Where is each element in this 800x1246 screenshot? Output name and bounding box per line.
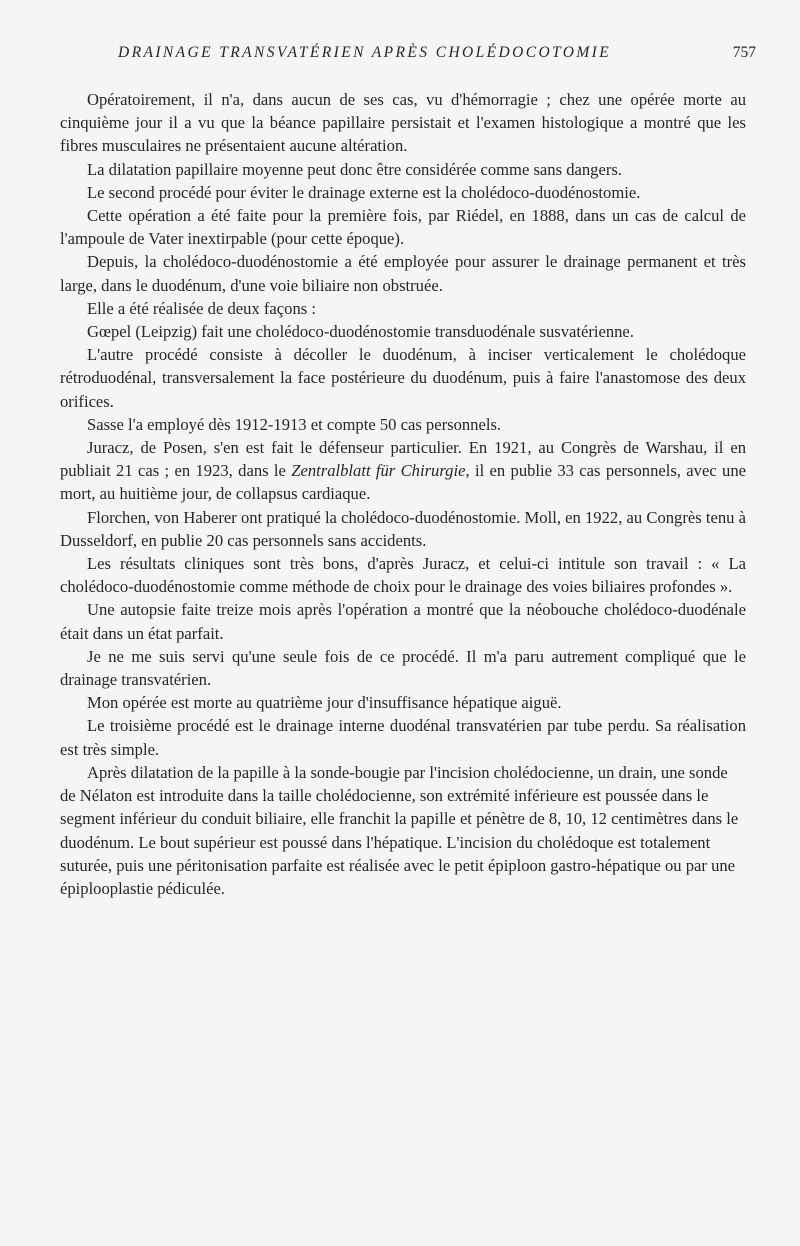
paragraph: Sasse l'a employé dès 1912-1913 et compte 50 cas personnels. (87, 414, 502, 434)
paragraph: Le troisième procédé est le drainage interne duodénal transvatérien par tube perdu. Sa réalisation est très simple. (60, 716, 746, 759)
paragraph-text: , il en publie 33 cas personnels, avec une mort, au huitième jour, de collapsus cardiaque. (60, 461, 747, 504)
paragraph: Opératoirement, il n'a, dans aucun de ses cas, vu d'hémorragie ; chez une opérée morte au cinquième jour il a vu que la béance papillaire persistait et l'examen histologique a montré que les fibres musculaires ne présentaient aucune altération. (60, 90, 746, 156)
running-title: DRAINAGE TRANSVATÉRIEN APRÈS CHOLÉDOCOTOMIE (118, 44, 612, 61)
paragraph: Depuis, la cholédoco-duodénostomie a été employée pour assurer le drainage permanent et très large, dans le duodénum, d'une voie biliaire non obstruée. (60, 252, 746, 295)
paragraph: Florchen, von Haberer ont pratiqué la cholédoco-duodénostomie. Moll, en 1922, au Congrès tenu à Dusseldorf, en publie 20 cas personnels sans accidents. (60, 507, 746, 550)
running-head (60, 44, 756, 68)
body-text (60, 88, 746, 900)
paragraph: La dilatation papillaire moyenne peut donc être considérée comme sans dangers. (87, 159, 622, 179)
page-number: 757 (732, 44, 756, 61)
paragraph: Je ne me suis servi qu'une seule fois de ce procédé. Il m'a paru autrement compliqué que le drainage transvatérien. (60, 646, 746, 690)
paragraph: Après dilatation de la papille à la sonde-bougie par l'incision cholédocienne, un drain, une sonde de Nélaton est introduite dans la taille cholédocienne, son extrémité inférieure est poussée dans le segment inférieur du conduit biliaire, elle franchit la papille et pénètre de 8, 10, 12 centimètres dans le duodénum. Le bout supérieur est poussé dans l'hépatique. L'incision du cholédoque est totalement suturée, puis une péritonisation parfaite est réalisée avec le petit épiploon gastro-hépatique ou par une épiplooplastie pédiculée. (60, 762, 739, 898)
paragraph: Gœpel (Leipzig) fait une cholédoco-duodénostomie transduodénale susvatérienne. (87, 322, 634, 342)
paragraph: Une autopsie faite treize mois après l'opération a montré que la néobouche cholédoco-duodénale était dans un état parfait. (60, 600, 746, 643)
journal-title: Zentralblatt für Chirurgie (291, 461, 466, 481)
paragraph (60, 436, 746, 506)
paragraph: Mon opérée est morte au quatrième jour d'insuffisance hépatique aiguë. (87, 693, 562, 713)
paragraph: Elle a été réalisée de deux façons : (87, 298, 316, 318)
paragraph: L'autre procédé consiste à décoller le duodénum, à inciser verticalement le cholédoque rétroduodénal, transversalement la face postérieure du duodénum, puis à faire l'anastomose des deux orifices. (60, 345, 746, 411)
paragraph: Cette opération a été faite pour la première fois, par Riédel, en 1888, dans un cas de calcul de l'ampoule de Vater inextirpable (pour cette époque). (60, 206, 746, 249)
paragraph-text: Juracz, de Posen, s'en est fait le défenseur particulier. En 1921, au Congrès de Warshau, il en publiait 21 cas ; en 1923, dans le (60, 438, 746, 481)
paragraph: Les résultats cliniques sont très bons, d'après Juracz, et celui-ci intitule son travail : « La cholédoco-duodénostomie comme méthode de choix pour le drainage des voies biliaires profondes ». (60, 554, 746, 597)
paragraph: Le second procédé pour éviter le drainage externe est la cholédoco-duodénostomie. (87, 182, 641, 202)
